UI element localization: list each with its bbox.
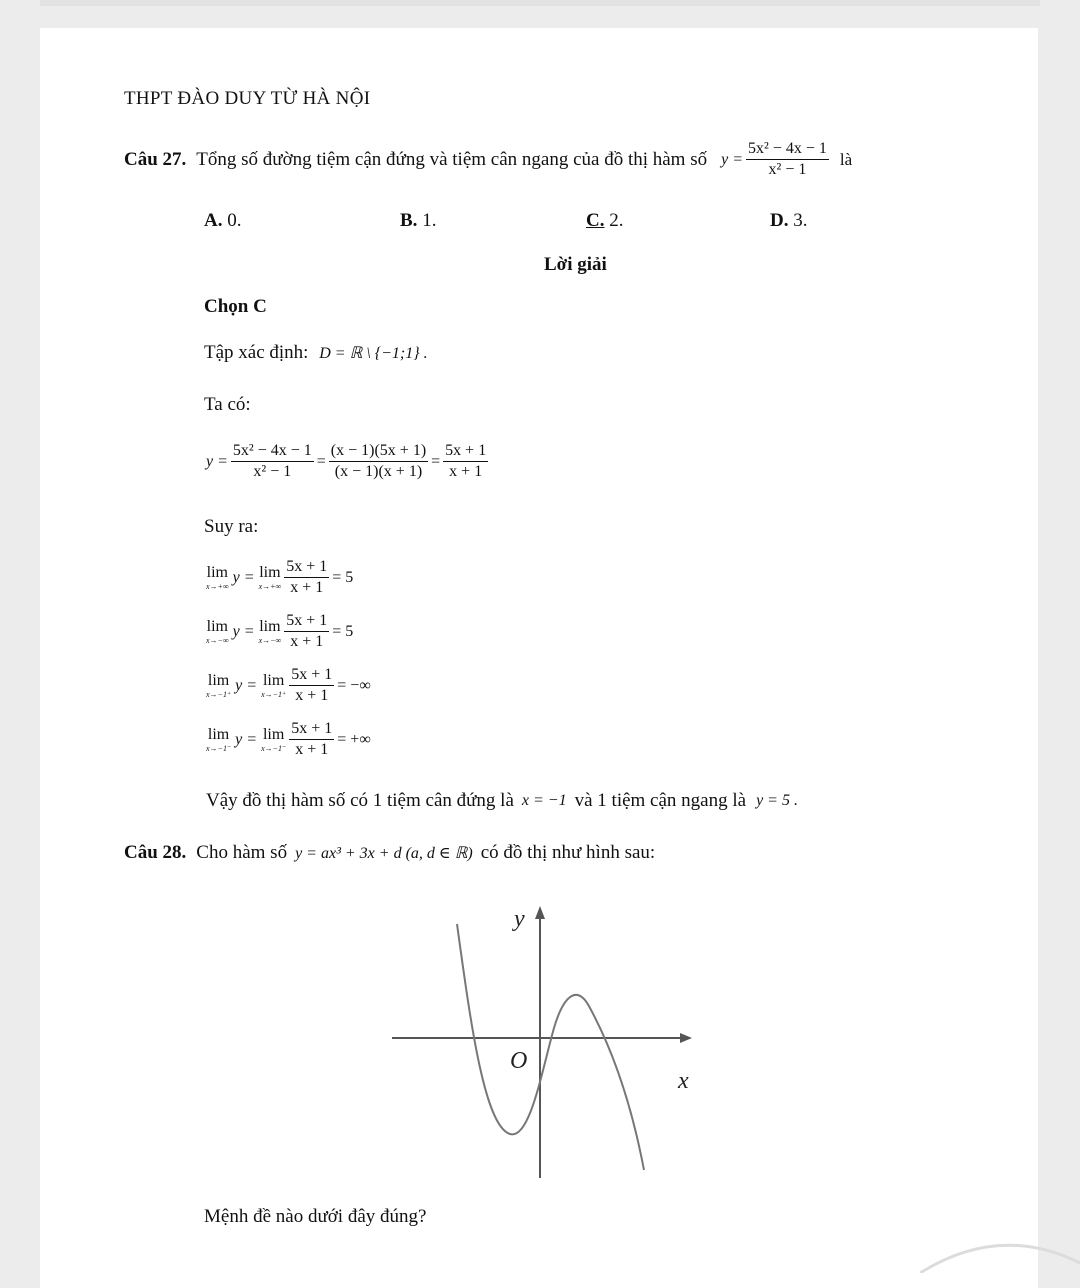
- lim-y: y =: [235, 730, 258, 748]
- option-b-value: 1.: [422, 210, 437, 231]
- lim-right: lim x→−1⁻: [261, 725, 287, 753]
- option-b-letter: B.: [400, 210, 418, 231]
- conclusion: [206, 790, 798, 812]
- lim-fraction: $\frac{5x + 1}{x + 1}$: [286, 612, 328, 651]
- lim-y: y =: [232, 568, 255, 586]
- lim-left: lim x→−1⁺: [206, 671, 232, 699]
- domain-line: [204, 342, 428, 364]
- question-28-prompt: Mệnh đề nào dưới đây đúng?: [204, 1206, 427, 1227]
- conclusion-text-1: Vậy đồ thị hàm số có 1 tiệm cân đứng là: [206, 790, 514, 811]
- limit-row: [206, 666, 371, 706]
- option-a-letter: A.: [204, 210, 223, 231]
- eq-fraction-3: [443, 442, 488, 482]
- option-a: [204, 210, 241, 232]
- eq-f1-den: x² − 1: [253, 463, 292, 481]
- lim-left: lim x→−1⁻: [206, 725, 232, 753]
- option-d-value: 3.: [793, 210, 808, 231]
- option-c-letter: C.: [586, 210, 605, 231]
- top-shadow-bar: [40, 0, 1040, 6]
- lim-result: = −∞: [337, 676, 371, 694]
- q27-y-eq: y =: [721, 150, 744, 168]
- conclusion-math-2: y = 5 .: [756, 792, 798, 809]
- q27-la: là: [839, 149, 853, 169]
- chosen-answer: Chọn C: [204, 296, 267, 317]
- limit-row: [206, 558, 353, 598]
- question-27-text: Tổng số đường tiệm cận đứng và tiệm cân ngang của đồ thị hàm số: [196, 148, 708, 170]
- lim-left: lim x→−∞: [206, 617, 229, 645]
- option-c: [586, 210, 623, 232]
- eq-f2-den: (x − 1)(x + 1): [334, 463, 423, 481]
- lim-result: = 5: [332, 568, 354, 586]
- lim-right: lim x→+∞: [258, 563, 282, 591]
- question-28-math: y = ax³ + 3x + d (a, d ∈ ℝ): [295, 845, 473, 862]
- question-28-text-2: có đồ thị như hình sau:: [480, 842, 656, 863]
- ta-co: Ta có:: [204, 394, 251, 415]
- option-d-letter: D.: [770, 210, 789, 231]
- lim-result: = +∞: [337, 730, 371, 748]
- lim-left: lim x→+∞: [206, 563, 229, 591]
- q27-fraction: [746, 140, 829, 180]
- lim-right: lim x→−1⁺: [261, 671, 287, 699]
- option-b: [400, 210, 436, 232]
- conclusion-text-2: và 1 tiệm cận ngang là: [574, 790, 747, 811]
- solution-title: Lời giải: [544, 254, 607, 275]
- lim-right: lim x→−∞: [258, 617, 282, 645]
- school-header: THPT ĐÀO DUY TỪ HÀ NỘI: [124, 88, 371, 109]
- option-d: [770, 210, 807, 232]
- page-curl-decoration: [920, 1233, 1080, 1273]
- lim-result: = 5: [332, 622, 354, 640]
- simplify-equation: y = $\frac{\text{5x² − 4x − 1}}{\text{x² − 1}}$ = $\frac{(x - 1)(5x + 1)}{(x - 1)(x + 1)}$ = $\frac{5x + 1}{x + 1}$: [206, 442, 487, 481]
- y-axis-label: y: [514, 906, 525, 932]
- eq-f3-den: x + 1: [449, 463, 483, 481]
- eq-f3-num: 5x + 1: [443, 442, 488, 462]
- option-c-value: 2.: [609, 210, 624, 231]
- eq-f1-num: 5x² − 4x − 1: [231, 442, 314, 462]
- lim-fraction: $\frac{5x + 1}{x + 1}$: [291, 720, 333, 759]
- eq-fraction-1: [231, 442, 314, 482]
- question-28-text-1: Cho hàm số: [196, 842, 288, 863]
- q27-frac-den: x² − 1: [768, 161, 807, 179]
- origin-label: O: [510, 1048, 528, 1074]
- lim-y: y =: [232, 622, 255, 640]
- question-27-label: Câu 27.: [124, 148, 187, 170]
- limit-row: [206, 612, 353, 652]
- option-a-value: 0.: [227, 210, 242, 231]
- eq-fraction-2: [329, 442, 428, 482]
- eq-f2-num: (x − 1)(5x + 1): [329, 442, 428, 462]
- suy-ra: Suy ra:: [204, 516, 259, 537]
- q27-frac-num: 5x² − 4x − 1: [746, 140, 829, 160]
- cubic-graph: [392, 888, 704, 1180]
- conclusion-math-1: x = −1: [521, 792, 567, 809]
- question-28-label: Câu 28.: [124, 842, 187, 863]
- domain-label: Tập xác định:: [204, 342, 309, 363]
- lim-y: y =: [235, 676, 258, 694]
- lim-fraction: $\frac{5x + 1}{x + 1}$: [291, 666, 333, 705]
- x-axis-label: x: [678, 1068, 689, 1094]
- lim-fraction: $\frac{5x + 1}{x + 1}$: [286, 558, 328, 597]
- eq-y: y =: [206, 452, 228, 470]
- limit-row: [206, 720, 371, 760]
- domain-math: D = ℝ \ {−1;1} .: [319, 345, 428, 362]
- document-page: [40, 28, 1038, 1288]
- question-27: [124, 140, 852, 180]
- question-28: [124, 842, 655, 864]
